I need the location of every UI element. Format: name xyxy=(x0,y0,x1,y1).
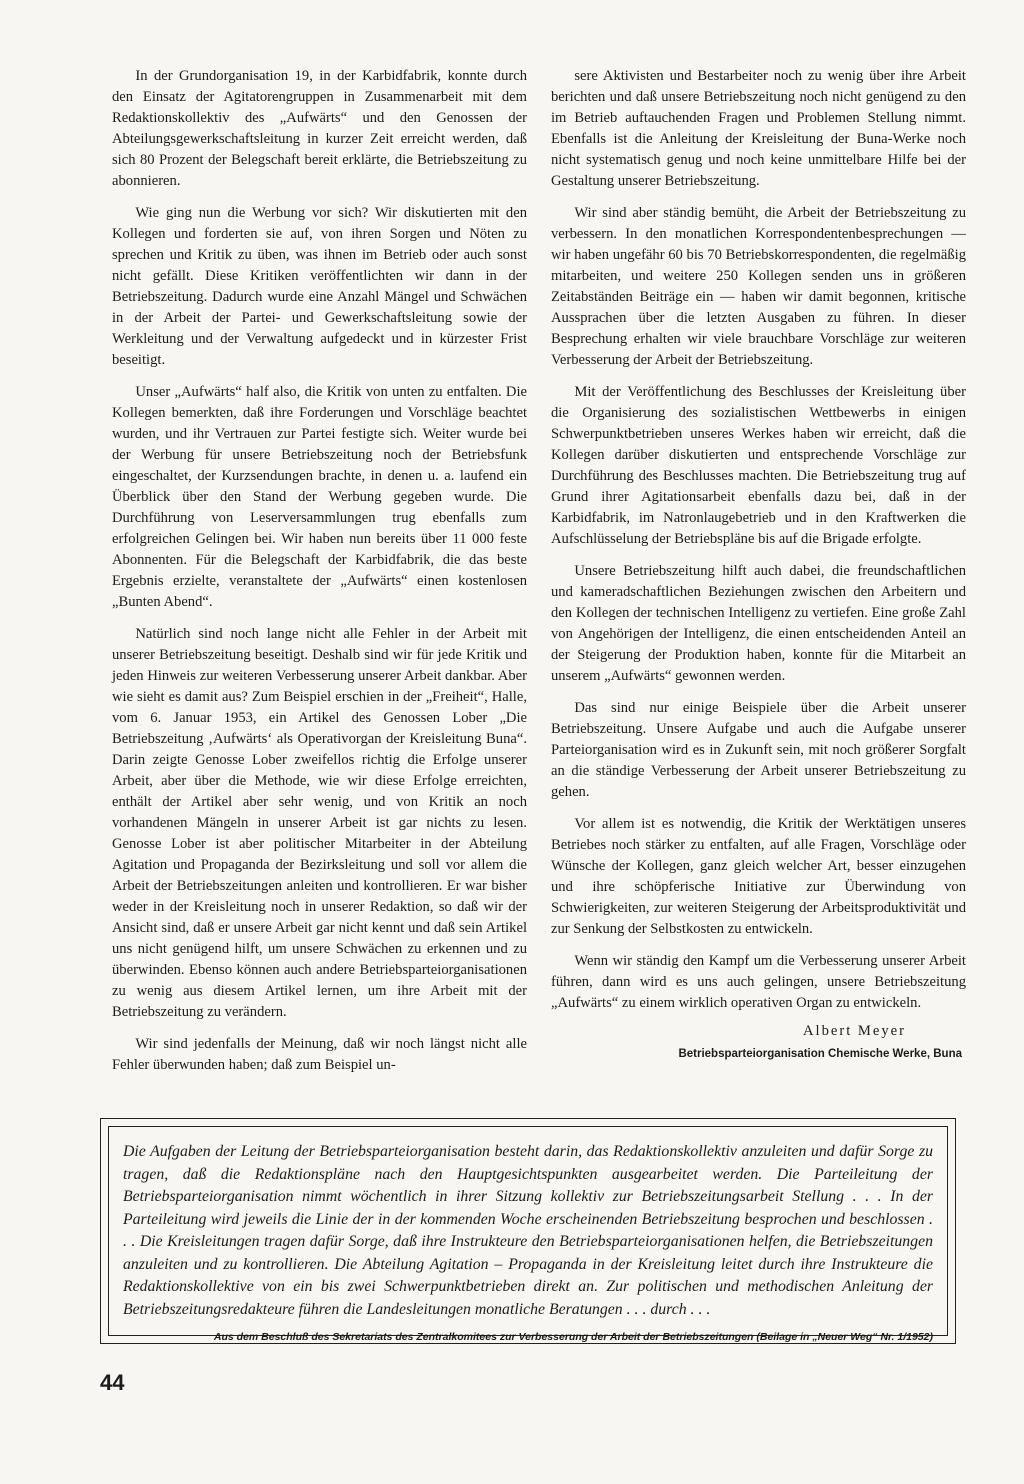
right-column xyxy=(551,66,966,1065)
paragraph: Natürlich sind noch lange nicht alle Fehler in der Arbeit mit unserer Betriebszeitung beseitigt. Deshalb sind wir für jede Kritik und jeden Hinweis zur weiteren Verbesserung unserer Arbeit dankbar. Aber wie sieht es damit aus? Zum Beispiel erschien in der „Freiheit“, Halle, vom 6. Januar 1953, ein Artikel des Genossen Lober „Die Betriebszeitung ‚Aufwärts‘ als Operativorgan der Kreisleitung Buna“. Darin zeigte Genosse Lober zweifellos richtig die Erfolge unserer Arbeit, aber über die Methode, wie wir diese Erfolge erreichten, enthält der Artikel aber sehr wenig, und von Kritik an noch vorhandenen Mängeln in unserer Arbeit ist gar nichts zu lesen. Genosse Lober ist aber politischer Mitarbeiter in der Abteilung Agitation und Propaganda der Bezirksleitung und soll vor allem die Arbeit der Betriebszeitungen anleiten und kontrollieren. Er war bisher weder in der Kreisleitung noch in unserer Redaktion, so daß wir der Ansicht sind, daß er unsere Arbeit gar nicht kennt und daß sein Artikel uns nicht genügend hilft, um unsere Schwächen zu erkennen und zu überwinden. Ebenso können auch andere Betriebsparteiorganisationen zu wenig aus diesem Artikel lernen, um ihre Arbeit mit der Betriebszeitung zu verändern. xyxy=(112,626,527,1020)
author-name: Albert Meyer xyxy=(802,1023,906,1039)
left-column xyxy=(112,66,527,1087)
paragraph: Unser „Aufwärts“ half also, die Kritik von unten zu entfalten. Die Kollegen bemerkten, daß ihre Forderungen und Vorschläge beachtet wurden, und ihr Vertrauen zur Partei festigte sich. Weiter wurde bei der Werbung für unsere Betriebszeitung noch der Betriebsfunk eingeschaltet, der Kurzsendungen brachte, in denen u. a. laufend ein Überblick über den Stand der Werbung gegeben wurde. Die Durchführung von Leserversammlungen trug ebenfalls zum erfolgreichen Gelingen bei. Wir haben nun bereits über 11 000 feste Abonnenten. Für die Belegschaft der Karbidfabrik, die das beste Ergebnis erzielte, veranstaltete der „Aufwärts“ einen kostenlosen „Bunten Abend“. xyxy=(112,384,527,610)
paragraph: Wir sind aber ständig bemüht, die Arbeit der Betriebszeitung zu verbessern. In den monatlichen Korrespondentenbesprechungen — wir haben ungefähr 60 bis 70 Betriebskorrespondenten, die regelmäßig mitarbeiten, und weitere 250 Kollegen senden uns in größeren Zeitabständen Beiträge ein — haben wir damit begonnen, kritische Aussprachen über die letzten Ausgaben zu führen. In dieser Besprechung erhalten wir viele brauchbare Vorschläge zur weiteren Verbesserung der Arbeit der Betriebszeitung. xyxy=(551,205,966,368)
signature-block xyxy=(551,1021,966,1065)
paragraph: Wir sind jedenfalls der Meinung, daß wir noch längst nicht alle Fehler überwunden haben; daß zum Beispiel un- xyxy=(112,1036,527,1073)
paragraph: Unsere Betriebszeitung hilft auch dabei, die freundschaftlichen und kameradschaftlichen Beziehungen zwischen den Arbeitern und den Kollegen der technischen Intelligenz zu vertiefen. Eine große Zahl von Angehörigen der Intelligenz, die einen entscheidenden Anteil an der Steigerung der Produktion haben, konnte für die Mitarbeit an unserem „Aufwärts“ gewonnen werden. xyxy=(551,563,966,684)
quote-source: Aus dem Beschluß des Sekretariats des Zentralkomitees zur Verbesserung der Arbeit der Betriebszeitungen (Beilage in „Neuer Weg“ Nr. 1/1952) xyxy=(213,1331,933,1343)
paragraph: Mit der Veröffentlichung des Beschlusses der Kreisleitung über die Organisierung des sozialistischen Wettbewerbs in einigen Schwerpunktbetrieben unseres Werkes haben wir erreicht, daß die Kollegen darüber diskutierten und entsprechende Vorschläge zur Durchführung des Beschlusses machten. Die Betriebszeitung trug auf Grund ihrer Agitationsarbeit ebenfalls dazu bei, daß in der Karbidfabrik, im Natronlaugebetrieb und in den Kraftwerken die Aufschlüsselung der Betriebspläne bis auf die Brigade erfolgte. xyxy=(551,384,966,547)
page-number: 44 xyxy=(100,1370,125,1395)
paragraph: sere Aktivisten und Bestarbeiter noch zu wenig über ihre Arbeit berichten und daß unsere Betriebszeitung noch nicht genügend zu den im Betrieb auftauchenden Fragen und Problemen Stellung nimmt. Ebenfalls ist die Anleitung der Kreisleitung der Buna-Werke noch nicht systematisch genug und noch keine unmittelbare Hilfe bei der Gestaltung unserer Betriebszeitung. xyxy=(551,68,966,189)
author-organization: Betriebsparteiorganisation Chemische Werke, Buna xyxy=(678,1048,962,1060)
paragraph: Vor allem ist es notwendig, die Kritik der Werktätigen unseres Betriebes noch stärker zu entfalten, auf alle Fragen, Vorschläge oder Wünsche der Kollegen, ganz gleich welcher Art, besser einzugehen und ihre schöpferische Initiative zur Überwindung von Schwierigkeiten, zur weiteren Steigerung der Arbeitsproduktivität und zur Senkung der Selbstkosten zu entwickeln. xyxy=(551,816,966,937)
quote-text: Die Aufgaben der Leitung der Betriebsparteiorganisation besteht darin, das Redaktionskollektiv anzuleiten und dafür Sorge zu tragen, daß die Redaktionspläne nach den Hauptgesichtspunkten ausgearbeitet werden. Die Parteileitung der Betriebsparteiorganisation nimmt wöchentlich in ihrer Sitzung kollektiv zur Betriebszeitungsarbeit Stellung . . . In der Parteileitung wird jeweils die Linie der in der kommenden Woche erscheinenden Betriebszeitung besprochen und beschlossen . . . Die Kreisleitungen tragen dafür Sorge, daß ihre Instrukteure den Betriebsparteiorganisationen helfen, die Betriebszeitungen anzuleiten und zu kontrollieren. Die Abteilung Agitation – Propaganda in der Kreisleitung leitet durch ihre Instrukteure die Redaktionskollektive von ein bis zwei Schwerpunktbetrieben direkt an. Zur politischen und methodischen Anleitung der Betriebszeitungsredakteure führen die Landesleitungen monatliche Beratungen . . . durch . . . xyxy=(123,1143,933,1318)
resolution-quote-box xyxy=(100,1118,956,1344)
paragraph: Wenn wir ständig den Kampf um die Verbesserung unserer Arbeit führen, dann wird es uns auch gelingen, unsere Betriebszeitung „Aufwärts“ zu einem wirklich operativen Organ zu entwickeln. xyxy=(551,953,966,1011)
paragraph: Das sind nur einige Beispiele über die Arbeit unserer Betriebszeitung. Unsere Aufgabe und auch die Aufgabe unserer Parteiorganisation wird es in Zukunft sein, mit noch größerer Sorgfalt an die ständige Verbesserung der Arbeit unserer Betriebszeitung zu gehen. xyxy=(551,700,966,800)
quote-inner-frame xyxy=(108,1126,948,1343)
paragraph: Wie ging nun die Werbung vor sich? Wir diskutierten mit den Kollegen und forderten sie auf, von ihren Sorgen und Nöten zu sprechen und Kritik zu üben, was ihnen im Betrieb oder auch sonst nicht gefällt. Diese Kritiken veröffentlichten wir dann in der Betriebszeitung. Dadurch wurde eine Anzahl Mängel und Schwächen in der Arbeit der Partei- und Gewerkschaftsleitung sowie der Werkleitung und der Verwaltung aufgedeckt und in kürzester Frist beseitigt. xyxy=(112,205,527,368)
paragraph: In der Grundorganisation 19, in der Karbidfabrik, konnte durch den Einsatz der Agitatorengruppen in Zusammenarbeit mit dem Redaktionskollektiv des „Aufwärts“ und den Genossen der Abteilungsgewerkschaftsleitung in kurzer Zeit erreicht werden, daß sich 80 Prozent der Belegschaft bereit erklärte, die Betriebszeitung zu abonnieren. xyxy=(112,68,527,189)
